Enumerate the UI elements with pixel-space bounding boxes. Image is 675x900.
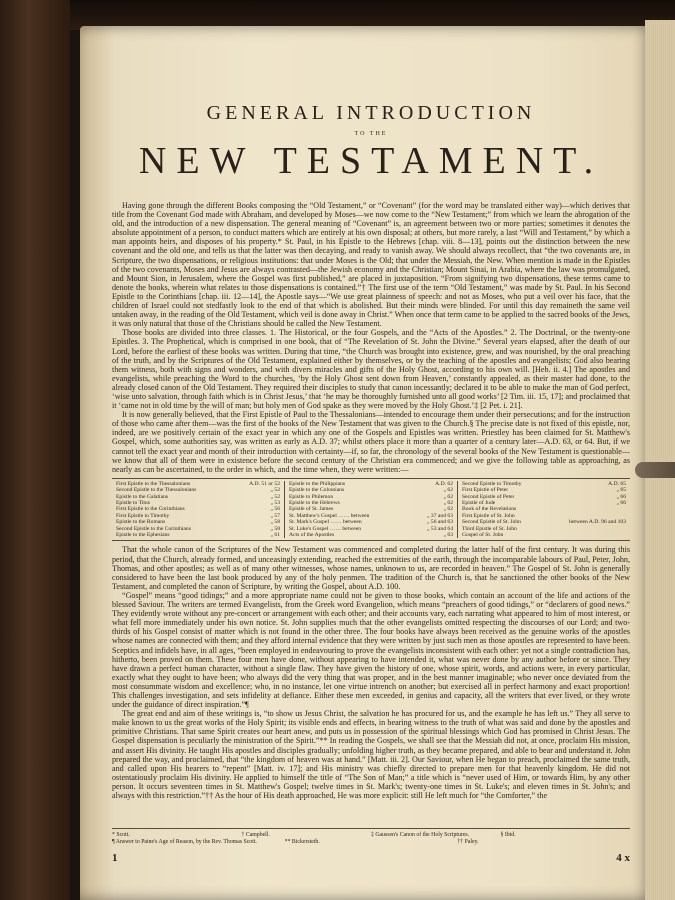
book-name: Epistle to the Romans [116, 519, 166, 526]
heading-general-introduction: GENERAL INTRODUCTION [206, 102, 536, 124]
paragraph: Having gone through the different Books composing the “Old Testament,” or “Covenant” (for the word may be translated either way)—which derives that title from the Covenant God made with Abraham, and developed by Moses—we now come to the “New Testament;” from which we learn the abrogation of the old, and the introduction of a new dispensation. The general meaning of “Covenant” is, an agreement between two or more parties; sometimes it denotes the absolute appointment of a person, to conduct matters which are entirely at his own disposal; at others, but more rarely, a last “Will and Testament,” by which a man appoints heirs, and disposes of his property.* St. Paul, in his Epistle to the Hebrews [chap. viii. 8—13], points out the distinction between the new covenant and the old one, and tells us that the latter was then decaying, and ready to vanish away. We should always recollect, that “the two covenants are, in Scripture, the two dispensations, or religious institutions: that under Moses is the Old; that under the Messiah, the New. When mention is made in the Epistles of the two covenants, Moses and Jesus are always contrasted—the Jewish economy and the Christian; Mount Sinai, in Arabia, where the law was promulgated, and Mount Sion, in Jerusalem, where the Gospel was first published,” are placed in juxtaposition. “From signifying two dispensations, these terms came to denote the books, wherein what relates to those dispensations is contained.”† The first use of the term “Old Testament,” was made by St. Paul. In his Second Epistle to the Corinthians [chap. iii. 12—14], the Apostle says—“We use great plainness of speech: and not as Moses, who put a veil over his face, that the children of Israel could not stedfastly look to the end of that which is abolished. But their minds were blinded. For until this day remaineth the same veil untaken away, in the reading of the Old Testament, which veil is done away in Christ.” When once that term came to be applied to the sacred books of the Jews, it was only natural that those of the Christians should be called the New Testament. [112, 201, 630, 329]
book-date: „ 58 [270, 525, 280, 532]
paragraph: It is now generally believed, that the First Epistle of Paul to the Thessalonians—intended to encourage them under their persecutions; and for the instruction of those who came after them—was the first of the books of the New Testament that was given to the Church.§ The precise date is not fixed of this epistle, nor, indeed, are we positively certain of the exact year in which any one of the Gospels and Epistles was written. Priestley has been claimed for St. Matthew's Gospel, which, some authorities say, was written as early as A.D. 37; whilst others place it more than a quarter of a century later—A.D. 63, or 64. But, if we cannot tell the exact year and month of their introduction with certainty—if, so far, the chronology of the several books of the New Testament is questionable—we know that all of them were in existence before the second century of the Christian era commenced; and we give the following table as approaching, as nearly as can be ascertained, to the order in which, and the time when, they were written:— [112, 410, 630, 474]
book-name: Second Epistle of Peter [462, 493, 515, 500]
footnote: †† Paley. [457, 839, 479, 845]
book-date: „ 37 and 63 [427, 512, 453, 519]
book-date: „ 66 [616, 500, 626, 507]
book-name: Epistle to Philemon [289, 493, 334, 500]
page-number: 1 [112, 852, 118, 864]
table-column [284, 481, 457, 539]
book-name: Third Epistle of St. John [462, 525, 517, 532]
book-date: „ 62 [443, 506, 453, 513]
book-name: Gospel of St. John [462, 532, 504, 539]
book-name: Epistle of St. James [289, 506, 334, 513]
book-date: „ 56 [270, 506, 280, 513]
paragraph: Those books are divided into three classes. 1. The Historical, or the four Gospels, and the “Acts of the Apostles.” 2. The Doctrinal, or the twenty-one Epistles. 3. The Prophetical, which is comprised in one book, that of “The Revelation of St. John the Divine.” Several years elapsed, after the death of our Lord, before the earliest of these books was written. During that time, “the Church was brought into existence, grew, and was nourished, by the oral preaching of the truth, and by the Scriptures of the Old Testament, explained either by themselves, or by the teaching of the apostles and evangelists; God also bearing them witness, both with signs and wonders, and with divers miracles and gifts of the Holy Ghost, according to his own will. [Heb. ii. 4.] The apostles and evangelists, while preaching the Word to the churches, ‘by the Holy Ghost sent down from Heaven,’ constantly appealed, as their master had done, to the already closed canon of the Old Testament. They required their disciples to study that canon incessantly; declared it to be able to make the man of God perfect, ‘wise unto salvation, through faith which is in Christ Jesus,’ that ‘he may be thoroughly furnished unto all good works’ [2 Tim. iii. 15, 17]; and proclaimed that it ‘came not in old time by the will of man; but holy men of God spake as they were moved by the Holy Ghost.’‡ [2 Pet. i. 21]. [112, 328, 630, 411]
book-date: „ 52 [270, 487, 280, 494]
book-name: First Epistle of St. John [462, 512, 515, 519]
table-row [289, 532, 453, 538]
footnote-row [112, 839, 630, 846]
book-date: „ 65 [616, 487, 626, 494]
footnote: ¶ Answer to Paine's Age of Reason, by the Rev. Thomas Scott. [112, 839, 257, 845]
book-name: St. Matthew's Gospel …… between [289, 512, 370, 519]
page-edges [645, 20, 675, 900]
paragraph: That the whole canon of the Scriptures of the New Testament was commenced and completed during the latter half of the first century. It was during this period, that the Church, already formed, and unceasingly extending, reached the extremities of the earth, through the incomparable labours of Paul, Peter, John, Thomas, and other apostles; as well as of many other witnesses, whose names, unknown to us, are recorded in heaven.” The Gospel of St. John is generally considered to have been the last book produced by any of the holy penmen. The tradition of the Church is, that he sanctioned the other books of the New Testament, and completed the canon of Scripture, by writing the Gospel, about A.D. 100. [112, 545, 630, 591]
book-date: A.D. 65 [608, 480, 626, 487]
signature-mark: 4 x [616, 852, 630, 864]
book-date [623, 532, 626, 538]
book-date: A.D. 51 or 52 [249, 480, 280, 487]
book-date: „ 57 [270, 512, 280, 519]
paragraph: “Gospel” means “good tidings;” and a more appropriate name could not be given to those books, which contain an account of the life and actions of the blessed Saviour. The writers are termed Evangelists, from the Greek word Evangelion, which means “preachers of good tidings,” or “declarers of good news.” They evidently wrote without any pre-concert or arrangement with each other; and their accounts vary, each narrating what appeared to him of most interest, or what fell more immediately under his own notice. St. John supplies much that the other evangelists omitted respecting the discourses of our Lord; and two-thirds of his Gospel consist of matter which is not found in the other three. The four books have always been received as the genuine works of the apostles whose names are connected with them; and they afford internal evidence that they were written by just such men as those apostles are represented to have been. Sceptics and infidels have, in all ages, “been employed in endeavouring to prove the evangelists inconsistent with each other: yet not a single contradiction has, hitherto, been proved on them. These four men have done, without appearing to have intended it, what was never done by any author before or since. They have drawn a perfect human character, without a single flaw. They have given the history of one, whose spirit, words, and actions were, in every particular, exactly what they ought to have been; who always did the very thing that was proper, and in the best manner imaginable; who never once deviated from the most consummate wisdom and excellence; who, in no instance, let one virtue intrench on another; but exercised all in perfect harmony and exact proportion! This challenges investigation, and sets infidelity at defiance. Either these men exceeded, in genius and capacity, all the writers that ever lived, or they wrote under the guidance of direct inspiration.”¶ [112, 590, 630, 710]
footnote: ‡ Gaussen's Canon of the Holy Scriptures. [371, 832, 470, 838]
chronology-table [112, 478, 630, 542]
book-date: „ 62 [443, 493, 453, 500]
footnote-row [112, 832, 630, 839]
book-date: „ 53 [270, 500, 280, 507]
book-date: „ 52 [270, 493, 280, 500]
book-name: Epistle to the Colossians [289, 487, 345, 494]
book-date: „ 66 [616, 493, 626, 500]
book-name: St. Luke's Gospel …… between [289, 525, 362, 532]
book-date: „ 62 [443, 487, 453, 494]
book-name: Second Epistle to the Corinthians [116, 525, 191, 532]
book-name: Epistle of Jude [462, 500, 496, 507]
book-date: „ 63 [443, 532, 453, 539]
book-name: Epistle to the Hebrews [289, 500, 340, 507]
footnote: ** Bickersteth. [284, 839, 320, 845]
table-row [116, 532, 280, 538]
book-name: St. Mark's Gospel …… between [289, 519, 362, 526]
heading-to-the: TO THE [354, 131, 388, 137]
footnote: * Scott. [112, 832, 130, 838]
footnote: † Campbell. [241, 832, 270, 838]
table-column [457, 481, 630, 539]
book-date: „ 62 [443, 500, 453, 507]
book-date: „ 61 [270, 532, 280, 539]
book-date: „ 58 [270, 519, 280, 526]
book-name: Epistle to Titus [116, 500, 150, 507]
book-name: Second Epistle of St. John [462, 519, 521, 526]
book-binding [0, 0, 70, 900]
book-name: Book of the Revelations [462, 506, 517, 513]
book-name: Second Epistle to Timothy [462, 480, 522, 487]
page-marks [112, 852, 630, 864]
book-name: First Epistle to the Corinthians [116, 506, 185, 513]
book-name: First Epistle to the Thessalonians [116, 480, 191, 487]
body-text [112, 201, 630, 800]
table-row [462, 532, 626, 538]
book-name: Epistle to the Ephesians [116, 532, 170, 539]
footnote: § Ibid. [500, 832, 516, 838]
table-column [112, 481, 284, 539]
book-date: „ 56 and 63 [427, 519, 453, 526]
book-name: Epistle to the Philippians [289, 480, 346, 487]
bookmark-ribbon [635, 462, 675, 478]
book-date: „ 53 and 64 [427, 525, 453, 532]
book-name: Acts of the Apostles [289, 532, 335, 539]
book-name: First Epistle to Timothy [116, 512, 170, 519]
book-name: Second Epistle to the Thessalonians [116, 487, 197, 494]
book-name: Epistle to the Galatians [116, 493, 169, 500]
book-name: First Epistle of Peter [462, 487, 509, 494]
paragraph: The great end and aim of these writings is, “to show us Jesus Christ, the salvation he has procured for us, and the example he has left us.” They all serve to make known to us the great works of the Holy Spirit; its visible ends and effects, in bearing witness to the truth of what was said and done by the apostles and primitive Christians. That same Spirit creates our heart anew, and puts us in possession of the spiritual blessings which God has promised in Christ Jesus. The Gospel dispensation is peculiarly the ministration of the Spirit.”** In reading the Gospels, we shall see that the Messiah did not, at once, proclaim His mission, and assert His divinity. He taught His apostles and disciples gradually; unfolding higher truth, as they became prepared, and able to bear and understand it. John prepared the way, and proclaimed, that “the kingdom of heaven was at hand.” [Matt. iii. 2]. Our Saviour, when He began to preach, proclaimed the same truth, and called upon His hearers to “repent” [Matt. iv. 17]; and His ministry was chiefly directed to prepare men for that heavenly kingdom. He did not ostentatiously proclaim His divinity. He applied to himself the title of “The Son of Man;” a title which is “never used of Him, or towards Him, by any other person. It occurs seventeen times in St. Matthew's Gospel; twelve times in St. Mark's; twenty-one times in St. Luke's; and eleven times in St. John's; and always with this restriction.”†† As the hour of His death approached, He was more explicit: still He left much for “the Comforter,” the [112, 709, 630, 800]
page-content [112, 96, 630, 876]
footnotes [112, 828, 630, 846]
heading-new-testament: NEW TESTAMENT. [138, 140, 604, 182]
book-date: A.D. 62 [435, 480, 453, 487]
book-date: between A.D. 96 and 103 [569, 519, 626, 526]
